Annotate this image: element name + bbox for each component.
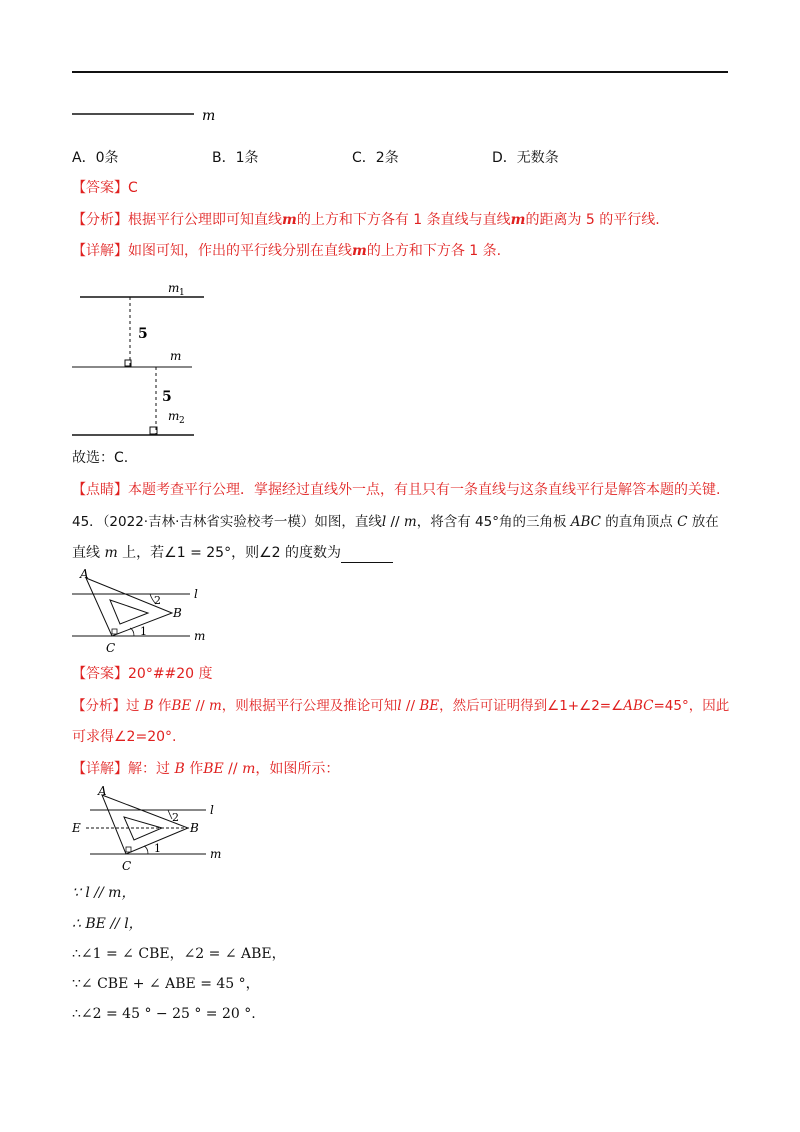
q44-comment: 【点睛】本题考查平行公理．掌握经过直线外一点，有且只有一条直线与这条直线平行是解答本题的关键.: [72, 482, 721, 498]
label-m2: m: [168, 409, 180, 423]
option-a: [72, 148, 119, 168]
label-angle-2: 2: [154, 594, 161, 607]
triangle-figure-with-be: [72, 785, 232, 880]
label-a: A: [80, 567, 89, 581]
right-angle-mark: [126, 847, 131, 852]
label-distance-1: 5: [138, 326, 148, 342]
option-d: [492, 148, 559, 168]
comment-tag: 【点睛】: [72, 482, 128, 498]
label-m: m: [210, 847, 222, 861]
label-l: l: [194, 587, 198, 601]
label-m1-sub: 1: [179, 288, 185, 298]
label-e: E: [72, 821, 81, 835]
option-c: [352, 148, 399, 168]
proof-step-5: ∴∠2 = 45 ° − 25 ° = 20 °.: [72, 1006, 256, 1022]
analysis-tag: 【分析】: [72, 698, 126, 714]
proof-step-1: ∵ l // m，: [72, 885, 136, 901]
q44-detail: 【详解】如图可知，作出的平行线分别在直线m的上方和下方各 1 条.: [72, 243, 502, 259]
label-l: l: [210, 803, 214, 817]
angle-1-arc: [144, 846, 148, 854]
label-m1: m: [168, 281, 180, 295]
answer-tag: 【答案】: [72, 666, 128, 682]
label-a: A: [98, 784, 107, 798]
option-letter: A．: [72, 150, 96, 166]
answer-tag: 【答案】: [72, 180, 128, 196]
label-c: C: [106, 641, 116, 655]
proof-step-2: ∴ BE // l，: [72, 916, 143, 932]
option-b: [212, 148, 259, 168]
label-m: m: [194, 629, 206, 643]
line-m-figure: [72, 100, 232, 130]
proof-step-4: ∵∠ CBE + ∠ ABE = 45 °，: [72, 976, 260, 992]
label-c: C: [122, 859, 132, 873]
option-text: 0条: [95, 150, 119, 166]
triangle-inner: [110, 600, 148, 624]
right-angle-mark: [112, 629, 117, 634]
label-angle-1: 1: [154, 842, 161, 855]
q44-choose: 故选：C.: [72, 450, 129, 466]
proof-step-3: ∴∠1 = ∠ CBE，∠2 = ∠ ABE，: [72, 946, 286, 962]
option-text: 1条: [235, 150, 259, 166]
q45-stem-line1: 45．（2022·吉林·吉林省实验校考一模）如图，直线l // m，将含有 45°角的三角板 ABC 的直角顶点 C 放在: [72, 514, 719, 530]
option-letter: B．: [212, 150, 236, 166]
detail-tag: 【详解】: [72, 243, 128, 259]
answer-blank: [341, 548, 393, 563]
header-rule: [72, 71, 728, 73]
q45-detail: 【详解】解：过 B 作BE // m，如图所示：: [72, 761, 340, 777]
q45-stem-line2: 直线 m 上，若∠1 = 25°，则∠2 的度数为: [72, 543, 393, 563]
label-angle-1: 1: [140, 625, 147, 638]
answer-value: C: [128, 180, 138, 196]
q45-answer: [72, 664, 213, 684]
label-m: m: [170, 349, 182, 363]
triangle-abc: [102, 795, 188, 854]
analysis-tag: 【分析】: [72, 212, 128, 228]
line-m-label: m: [202, 108, 216, 124]
q44-answer: [72, 178, 138, 198]
q45-analysis-line1: 【分析】过 B 作BE // m，则根据平行公理及推论可知l // BE，然后可证明得到∠1+∠2=∠ABC=45°，因此: [72, 698, 730, 714]
option-letter: D．: [492, 150, 517, 166]
label-angle-2: 2: [172, 811, 179, 824]
label-m2-sub: 2: [179, 416, 185, 426]
option-text: 2条: [375, 150, 399, 166]
detail-tag: 【详解】: [72, 761, 128, 777]
answer-value: 20°##20 度: [128, 666, 213, 682]
triangle-figure: [72, 566, 212, 656]
label-distance-2: 5: [162, 389, 172, 405]
label-b: B: [190, 821, 199, 835]
q44-analysis: 【分析】根据平行公理即可知直线m的上方和下方各有 1 条直线与直线m的距离为 5 的平行线.: [72, 212, 660, 228]
label-b: B: [173, 606, 182, 620]
question-number: 45．: [72, 514, 103, 530]
q45-analysis-line2: 可求得∠2=20°.: [72, 729, 177, 745]
option-letter: C．: [352, 150, 376, 166]
option-text: 无数条: [516, 150, 559, 166]
parallel-lines-figure: [72, 280, 212, 440]
